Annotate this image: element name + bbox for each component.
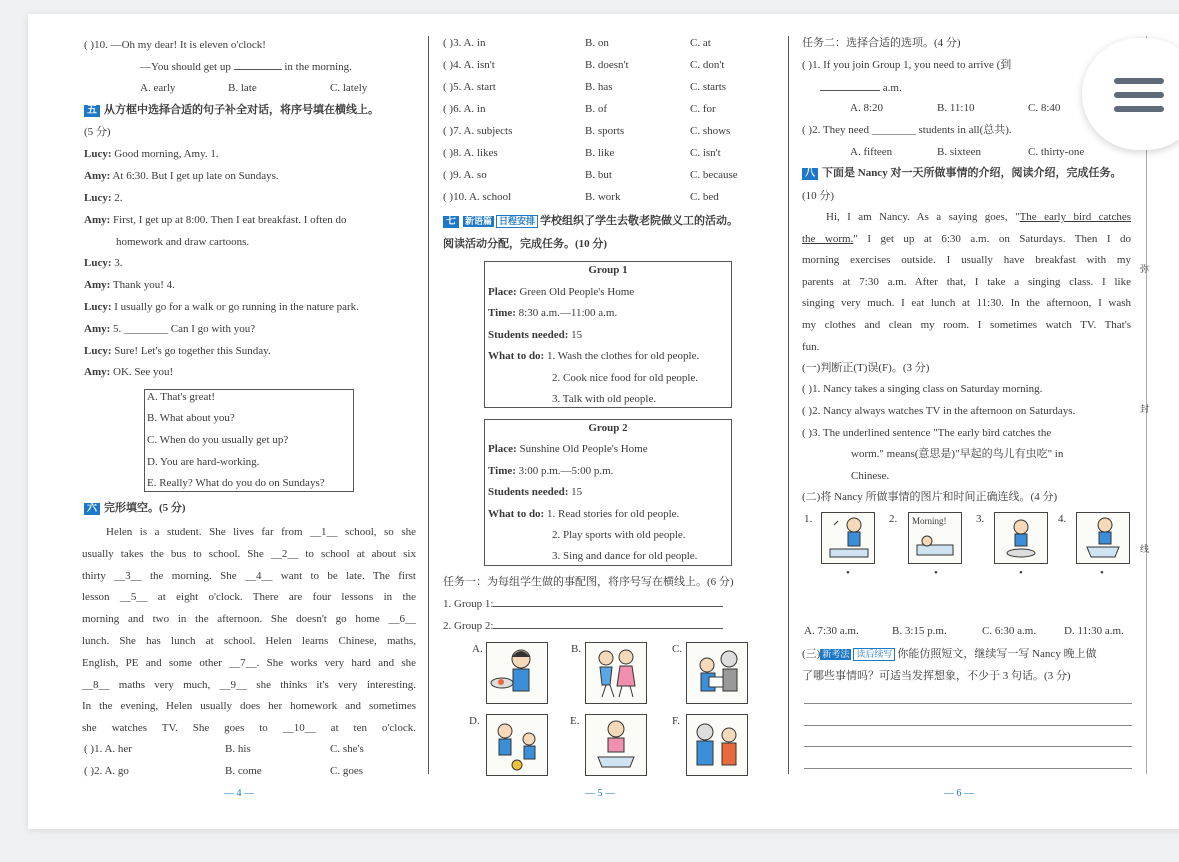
dot-1[interactable]: •	[846, 567, 850, 579]
cloze-q2: ( )2. A. go	[84, 765, 129, 777]
option-a: A. That's great!	[147, 391, 216, 403]
pic-label-a: A.	[472, 643, 483, 655]
value: 3:00 p.m.—5:00 p.m.	[518, 465, 614, 477]
label: Place:	[488, 443, 517, 455]
cloze-question: ( )8. A. likes	[443, 147, 498, 159]
cloze-option-b: B. work	[585, 191, 621, 203]
continuation-tag: 读后续写	[853, 648, 895, 661]
task2-q1-b	[820, 81, 902, 95]
group1-students	[488, 328, 582, 342]
passage-line: she watches TV. She goes to __10__ at ten o'clock.	[82, 722, 416, 735]
task1-group1	[443, 597, 723, 611]
section7-title-text: 学校组织了学生去敬老院做义工的活动。	[540, 215, 739, 227]
dialog-line	[84, 191, 123, 205]
answer-blank[interactable]	[493, 606, 723, 607]
utterance: I usually go for a walk or go running in the nature park.	[114, 301, 359, 313]
speaker: Amy:	[84, 170, 111, 182]
q10-line: ( )10. —Oh my dear! It is eleven o'clock!	[84, 39, 266, 51]
value: 15	[571, 486, 583, 498]
reading-illustration	[686, 642, 748, 704]
section8-points: (10 分)	[802, 190, 835, 202]
cloze-question: ( )6. A. in	[443, 103, 486, 115]
passage-line: thirty __3__ the morning. She __4__ want to be late. The first	[82, 569, 416, 582]
cloze-option-b: B. of	[585, 103, 607, 115]
passage-line: morning and two in the afternoon. She doesn't go home __6__	[82, 613, 416, 626]
label: Place:	[488, 286, 517, 298]
task2-q1-am: a.m.	[882, 82, 902, 94]
dialog-line	[84, 147, 219, 161]
cloze-q2-c: C. goes	[330, 765, 363, 777]
writing-line[interactable]	[804, 725, 1132, 726]
tf-q3: ( )3. The underlined sentence "The early bird catches the	[802, 427, 1052, 439]
task2-q2: ( )2. They need ________ students in all(总共).	[802, 124, 1012, 136]
new-method-tag: 新考法	[822, 649, 850, 659]
label: Students needed:	[488, 329, 569, 341]
cloze-q1: ( )1. A. her	[84, 743, 132, 755]
section6-badge: 六	[84, 503, 100, 515]
tf-q3-c: Chinese.	[851, 470, 890, 482]
q10-opt-c: C. lately	[330, 82, 368, 94]
dot-2[interactable]: •	[934, 567, 938, 579]
writing-line[interactable]	[804, 746, 1132, 747]
speaker: Amy:	[84, 366, 111, 378]
schedule-tag: 日程安排	[496, 215, 538, 228]
label: What to do:	[488, 508, 545, 520]
pic-label-d: D.	[469, 715, 480, 727]
page-number: — 4 —	[224, 788, 254, 799]
group2-todo-2: 2. Play sports with old people.	[552, 529, 686, 541]
passage-line: lunch. She has lunch at school. Helen learns Chinese, maths,	[82, 635, 416, 647]
group1-todo-3: 3. Talk with old people.	[552, 393, 657, 405]
group1-place	[488, 285, 634, 299]
reading-icon	[687, 643, 747, 703]
tf-q2: ( )2. Nancy always watches TV in the afternoon on Saturdays.	[802, 405, 1076, 417]
talking-illustration	[686, 714, 748, 776]
utterance: Thank you! 4.	[112, 279, 175, 291]
writing-line[interactable]	[804, 703, 1132, 704]
speaker: Lucy:	[84, 345, 112, 357]
task2-title: 任务二：选择合适的选项。(4 分)	[802, 37, 961, 49]
time-c: C. 6:30 a.m.	[982, 625, 1037, 637]
margin-char: 弥	[1140, 264, 1150, 274]
cloze-option-c: C. shows	[690, 125, 731, 137]
pic-num-1: 1.	[804, 513, 813, 525]
morning-label: Morning!	[912, 516, 947, 526]
section5-points: (5 分)	[84, 126, 111, 138]
task1-group1-label: 1. Group 1:	[443, 598, 494, 610]
group1-todo-2: 2. Cook nice food for old people.	[552, 372, 699, 384]
reading-line	[802, 275, 1131, 289]
task2-q2-b: B. sixteen	[937, 146, 981, 158]
pic-label-e: E.	[570, 715, 580, 727]
menu-icon	[1114, 106, 1164, 112]
writing-line[interactable]	[804, 768, 1132, 769]
utterance: 3.	[114, 257, 123, 269]
passage-line: Helen is a student. She lives far from __1__ school, so she	[106, 526, 416, 538]
utterance: Good morning, Amy. 1.	[114, 148, 219, 160]
label: Time:	[488, 307, 516, 319]
lunch-icon	[995, 513, 1047, 563]
morning-picture	[908, 512, 962, 564]
cooking-icon	[487, 643, 547, 703]
value: 8:30 a.m.—11:00 a.m.	[518, 307, 618, 319]
pic-label-f: F.	[672, 715, 680, 727]
speaker: Amy:	[84, 279, 111, 291]
washing-illustration	[585, 714, 647, 776]
pic-num-3: 3.	[976, 513, 985, 525]
value: 1. Wash the clothes for old people.	[546, 350, 700, 362]
blank[interactable]	[234, 69, 282, 70]
part3-title-text: 你能仿照短文，继续写一写 Nancy 晚上做	[897, 648, 1097, 660]
section5-title	[84, 103, 379, 117]
task1-group2	[443, 619, 723, 633]
cloze-option-c: C. at	[690, 37, 711, 49]
page-number: — 5 —	[585, 788, 615, 799]
answer-blank[interactable]	[493, 628, 723, 629]
sports-illustration	[486, 714, 548, 776]
option-d: D. You are hard-working.	[147, 456, 260, 468]
dialog-line	[84, 169, 279, 183]
cloze-option-c: C. because	[690, 169, 738, 181]
pic-num-4: 4.	[1058, 513, 1067, 525]
part1-title: (一)判断正(T)误(F)。(3 分)	[802, 362, 930, 374]
cloze-option-b: B. has	[585, 81, 613, 93]
menu-icon	[1114, 78, 1164, 84]
cloze-option-c: C. bed	[690, 191, 719, 203]
time-b: B. 3:15 p.m.	[892, 625, 947, 637]
washing-icon	[586, 715, 646, 775]
dialog-line	[84, 344, 271, 358]
cloze-question: ( )3. A. in	[443, 37, 486, 49]
option-b: B. What about you?	[147, 412, 235, 424]
task1-group2-label: 2. Group 2:	[443, 620, 494, 632]
value: 1. Read stories for old people.	[546, 508, 680, 520]
wash-clothes-picture	[1076, 512, 1130, 564]
cloze-q1-c: C. she's	[330, 743, 364, 755]
passage-line: lesson __5__ at eight o'clock. There are four lessons in the	[82, 591, 416, 604]
reading-line	[802, 253, 1131, 267]
task2-q1: ( )1. If you join Group 1, you need to arrive (到	[802, 59, 1012, 71]
cloze-question: ( )5. A. start	[443, 81, 496, 93]
group1-time	[488, 306, 617, 320]
section8-title	[802, 166, 1121, 180]
menu-icon	[1114, 92, 1164, 98]
reading-text: fun.	[802, 340, 820, 353]
group2-students	[488, 485, 582, 499]
section7-badge: 七	[443, 216, 459, 228]
utterance: 2.	[114, 192, 123, 204]
answer-blank[interactable]	[820, 90, 880, 91]
section5-title-text: 从方框中选择合适的句子补全对话，将序号填在横线上。	[104, 104, 379, 116]
new-passage-tag: 新语篇	[465, 216, 493, 226]
cloze-question: ( )4. A. isn't	[443, 59, 495, 71]
value: Sunshine Old People's Home	[519, 443, 648, 455]
singing-icon	[822, 513, 874, 563]
task2-q2-a: A. fifteen	[850, 146, 893, 158]
dialog-line	[84, 322, 255, 336]
speaker: Lucy:	[84, 257, 112, 269]
speaker: Lucy:	[84, 148, 112, 160]
cloze-question: ( )9. A. so	[443, 169, 487, 181]
reading-line	[802, 340, 1131, 354]
group1-title: Group 1	[588, 264, 628, 276]
tf-q1: ( )1. Nancy takes a singing class on Saturday morning.	[802, 383, 1043, 395]
section7-title-2: 阅读活动分配，完成任务。(10 分)	[443, 238, 608, 250]
speaker: Amy:	[84, 214, 111, 226]
task2-q1-c: C. 8:40	[1028, 102, 1061, 114]
part2-title: (二)将 Nancy 所做事情的图片和时间正确连线。(4 分)	[802, 491, 1058, 503]
utterance: At 6:30. But I get up late on Sundays.	[112, 170, 279, 182]
dialog-line	[116, 235, 249, 249]
reading-line	[802, 232, 1131, 246]
task1-title: 任务一：为每组学生做的事配图，将序号写在横线上。(6 分)	[443, 576, 734, 588]
dancing-illustration	[585, 642, 647, 704]
section5-badge: 五	[84, 105, 100, 117]
speaker: Lucy:	[84, 301, 112, 313]
q10-opt-a: A. early	[140, 82, 176, 94]
reading-line	[802, 296, 1131, 310]
q10-b-pre: —You should get up	[140, 61, 231, 73]
reading-text: Hi, I am Nancy. As a saying goes, "	[826, 211, 1020, 223]
time-a: A. 7:30 a.m.	[804, 625, 859, 637]
dancing-icon	[586, 643, 646, 703]
option-e: E. Really? What do you do on Sundays?	[147, 477, 325, 489]
cloze-question: ( )7. A. subjects	[443, 125, 513, 137]
cooking-illustration	[486, 642, 548, 704]
section6-title-text: 完形填空。(5 分)	[104, 502, 186, 514]
utterance: First, I get up at 8:00. Then I eat breakfast. I often do	[113, 214, 347, 226]
part3-title-2: 了哪些事情吗？可适当发挥想象，不少于 3 句话。(3 分)	[802, 670, 1071, 682]
group2-time	[488, 464, 613, 478]
task2-q2-c: C. thirty-one	[1028, 146, 1085, 158]
task2-q1-b-opt: B. 11:10	[937, 102, 975, 114]
section8-title-text: 下面是 Nancy 对一天所做事情的介绍，阅读介绍，完成任务。	[822, 167, 1122, 179]
lunch-picture	[994, 512, 1048, 564]
passage-line: usually takes the bus to school. She __2__ to school at about six	[82, 547, 416, 560]
value: 15	[571, 329, 583, 341]
dialog-line	[84, 213, 347, 227]
part3-prefix: (三)	[802, 648, 821, 660]
underlined-sentence: The early bird catches	[1019, 211, 1132, 223]
margin-char: 线	[1140, 544, 1150, 554]
column-divider	[428, 36, 429, 774]
value: Green Old People's Home	[519, 286, 635, 298]
underlined-sentence: the worm.	[802, 232, 854, 245]
group2-todo	[488, 507, 679, 521]
q10-opt-b: B. late	[228, 82, 257, 94]
label: What to do:	[488, 350, 545, 362]
dialog-line	[84, 365, 173, 379]
cloze-option-c: C. for	[690, 103, 716, 115]
q10-b	[140, 60, 352, 74]
pic-label-b: B.	[571, 643, 582, 655]
utterance: Sure! Let's go together this Sunday.	[114, 345, 271, 357]
reading-text: my clothes and clean my room. I sometimes watch TV. That's	[802, 319, 1131, 331]
tf-q3-b: worm." means(意思是)"早起的鸟儿有虫吃" in	[851, 448, 1064, 460]
page-number: — 6 —	[944, 788, 974, 799]
cloze-option-c: C. starts	[690, 81, 727, 93]
dialog-line	[84, 278, 175, 292]
reading-line	[802, 318, 1131, 332]
sports-icon	[487, 715, 547, 775]
cloze-option-b: B. but	[585, 169, 612, 181]
cloze-option-b: B. doesn't	[585, 59, 629, 71]
utterance: homework and draw cartoons.	[116, 236, 250, 248]
option-c: C. When do you usually get up?	[147, 434, 289, 446]
reading-text: " I get up at 6:30 a.m. on Saturdays. Then I do	[853, 232, 1131, 245]
speaker: Lucy:	[84, 192, 112, 204]
speaker: Amy:	[84, 323, 111, 335]
time-d: D. 11:30 a.m.	[1064, 625, 1124, 637]
section6-title	[84, 501, 186, 515]
passage-line: __8__ maths very much, __9__ she thinks it's very interesting.	[82, 678, 416, 691]
group2-title: Group 2	[588, 422, 628, 434]
passage-line: In the evening, Helen usually does her homework and sometimes	[82, 700, 416, 713]
label: Students needed:	[488, 486, 569, 498]
cloze-q2-b: B. come	[225, 765, 262, 777]
q10-b-post: in the morning.	[284, 61, 352, 73]
talking-icon	[687, 715, 747, 775]
group2-place	[488, 442, 648, 456]
pic-num-2: 2.	[889, 513, 898, 525]
reading-text: parents at 7:30 a.m. After that, I take a singing class. I like	[802, 275, 1131, 288]
reading-text: morning exercises outside. I usually have breakfast with my	[802, 254, 1131, 267]
cloze-option-c: C. don't	[690, 59, 725, 71]
dot-3[interactable]: •	[1019, 567, 1023, 579]
dialog-line	[84, 300, 359, 314]
reading-line	[826, 210, 1131, 224]
laundry-icon	[1077, 513, 1129, 563]
dialog-line	[84, 256, 123, 270]
margin-char: 封	[1140, 404, 1150, 414]
section7-title	[443, 214, 738, 228]
cloze-question: ( )10. A. school	[443, 191, 512, 203]
cloze-option-b: B. like	[585, 147, 615, 159]
singing-picture	[821, 512, 875, 564]
cloze-option-b: B. on	[585, 37, 609, 49]
group1-todo	[488, 349, 699, 363]
label: Time:	[488, 465, 516, 477]
cloze-option-b: B. sports	[585, 125, 625, 137]
reading-text: singing very much. I eat lunch at 11:30. In the afternoon, I wash	[802, 297, 1131, 310]
utterance: 5. ________ Can I go with you?	[113, 323, 256, 335]
utterance: OK. See you!	[113, 366, 174, 378]
task2-q1-a: A. 8:20	[850, 102, 883, 114]
part3-title	[802, 647, 1097, 661]
dot-4[interactable]: •	[1100, 567, 1104, 579]
pic-label-c: C.	[672, 643, 683, 655]
cloze-q1-b: B. his	[225, 743, 251, 755]
section8-badge: 八	[802, 168, 818, 180]
group2-todo-3: 3. Sing and dance for old people.	[552, 550, 698, 562]
column-divider	[788, 36, 789, 774]
passage-line: English, PE and some other __7__. She works very hard and she	[82, 656, 416, 669]
cloze-option-c: C. isn't	[690, 147, 721, 159]
